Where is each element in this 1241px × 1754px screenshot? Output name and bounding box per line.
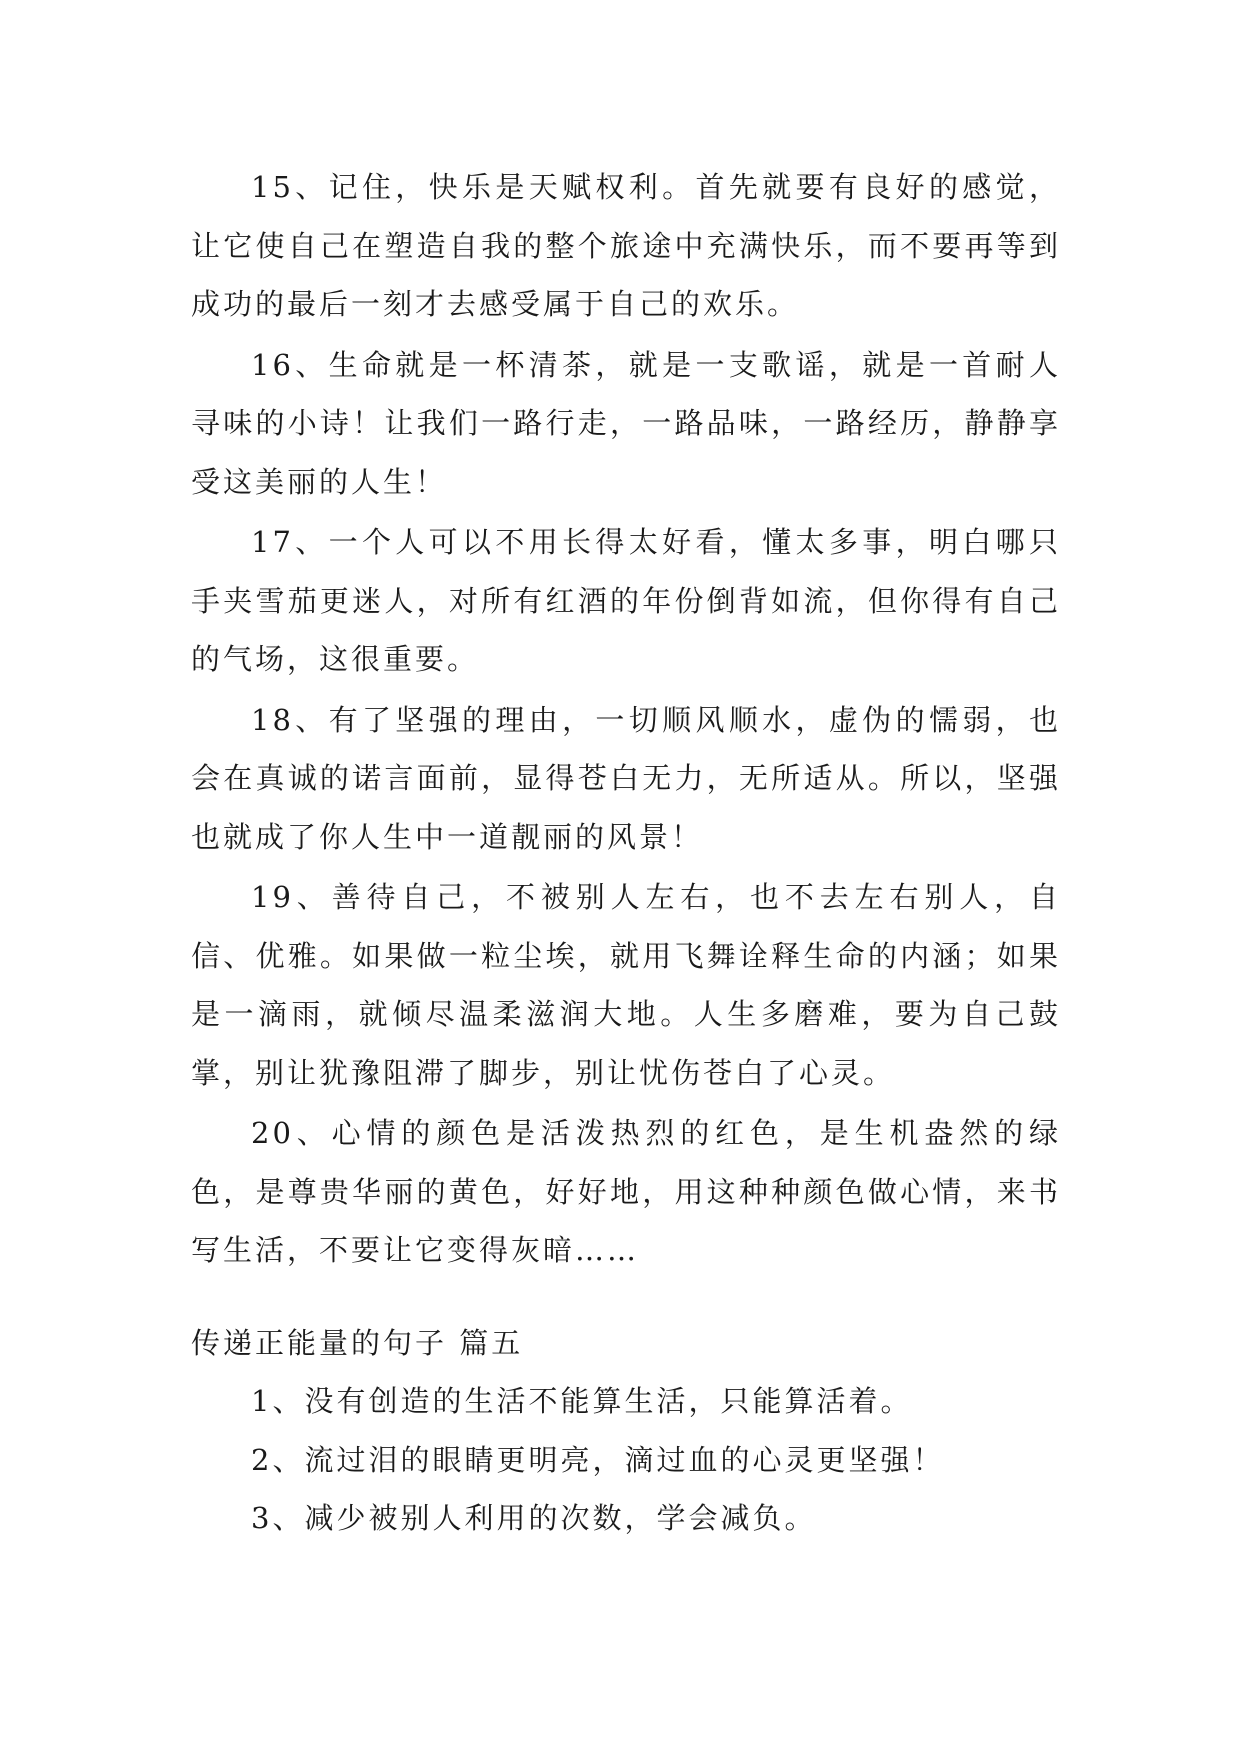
paragraph-15: 15、记住，快乐是天赋权利。首先就要有良好的感觉，让它使自己在塑造自我的整个旅途中充满快乐，而不要再等到成功的最后一刻才去感受属于自己的欢乐。 <box>191 170 1061 321</box>
paragraph-16: 16、生命就是一杯清茶，就是一支歌谣，就是一首耐人寻味的小诗！让我们一路行走，一路品味，一路经历，静静享受这美丽的人生！ <box>191 347 1061 499</box>
paragraph-19: 19、善待自己，不被别人左右，也不去左右别人，自信、优雅。如果做一粒尘埃，就用飞舞诠释生命的内涵；如果是一滴雨，就倾尽温柔滋润大地。人生多磨难，要为自己鼓掌，别让犹豫阻滞了脚步，别让忧伤苍白了心灵。 <box>191 880 1061 1090</box>
document-page <box>191 158 1061 1548</box>
list-item: 3、减少被别人利用的次数，学会减负。 <box>251 1501 817 1535</box>
list-item: 2、流过泪的眼睛更明亮，滴过血的心灵更坚强！ <box>251 1442 945 1477</box>
section-title: 传递正能量的句子 篇五 <box>191 1325 524 1360</box>
paragraph-17: 17、一个人可以不用长得太好看，懂太多事，明白哪只手夹雪茄更迷人，对所有红酒的年份倒背如流，但你得有自己的气场，这很重要。 <box>191 525 1061 676</box>
list-item: 1、没有创造的生活不能算生活，只能算活着。 <box>251 1384 913 1418</box>
paragraph-18: 18、有了坚强的理由，一切顺风顺水，虚伪的懦弱，也会在真诚的诺言面前，显得苍白无力，无所适从。所以，坚强也就成了你人生中一道靓丽的风景！ <box>191 702 1061 854</box>
paragraph-20: 20、心情的颜色是活泼热烈的红色，是生机盎然的绿色，是尊贵华丽的黄色，好好地，用这种种颜色做心情，来书写生活，不要让它变得灰暗…… <box>191 1116 1061 1267</box>
